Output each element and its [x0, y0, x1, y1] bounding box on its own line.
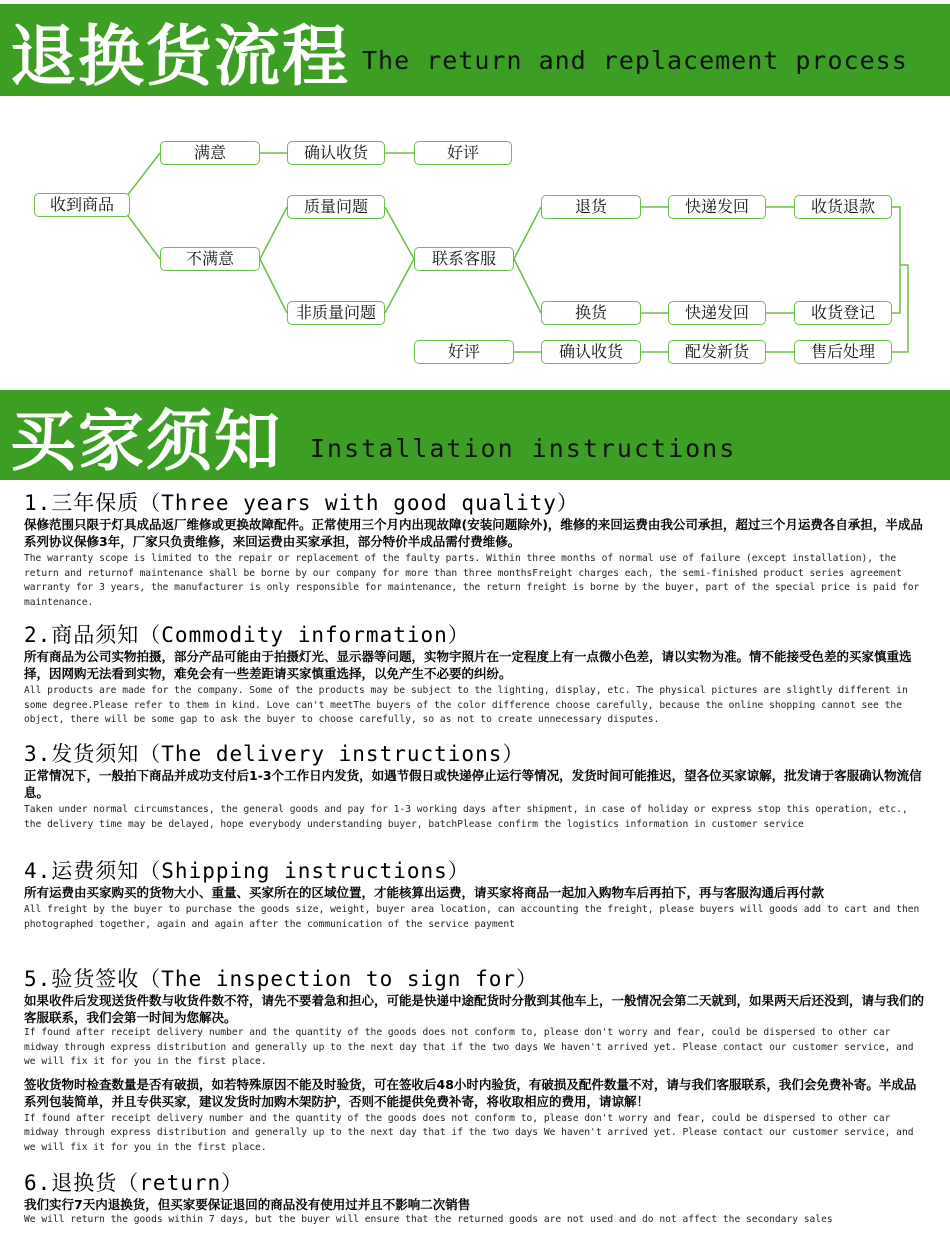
node-return: 退货: [541, 195, 641, 219]
section-text-en: All products are made for the company. Some of the products may be subject to the lighting, display, etc. The physical pictures are slightly different in some degree.Please refer to them in kind. Love can't meetThe buyers of the color difference choose carefully, because the online shopping cannot see the object, there will be some gap to ask the buyer to choose carefully, so as not to create unnecessary disputes.: [24, 685, 908, 725]
section-title: 3.发货须知（The delivery instructions）: [24, 742, 525, 766]
section-text-cn: 正常情况下，一般拍下商品并成功支付后1-3个工作日内发货，如遇节假日或快递停止运行等情况，发货时间可能推迟，望各位买家谅解，批发请于客服确认物流信息。: [24, 768, 922, 800]
node-after-sales: 售后处理: [794, 340, 892, 364]
section-title: 6.退换货（return）: [24, 1171, 244, 1195]
section-inspection: [24, 966, 924, 1155]
section-text-cn: 我们实行7天内退换货，但买家要保证退回的商品没有使用过并且不影响二次销售: [24, 1197, 471, 1212]
node-receive-register: 收货登记: [794, 301, 892, 325]
section-text-en-2: If found after receipt delivery number and the quantity of the goods does not conform to, please don't worry and fear, could be dispersed to other car midway through express distribution and generally up to the next day that if the two days We haven't arrived yet. Please contact our customer service, and we will fix it for you in the first place.: [24, 1112, 914, 1153]
section-commodity: [24, 622, 924, 728]
node-express-return-1: 快递发回: [668, 195, 766, 219]
section-text-cn: 如果收件后发现送货件数与收货件数不符，请先不要着急和担心，可能是快递中途配货时分散到其他车上，一般情况会第二天就到，如果两天后还没到，请与我们的客服联系，我们会第一时间为您解决。: [24, 993, 925, 1025]
section-text-cn: 所有商品为公司实物拍摄，部分产品可能由于拍摄灯光、显示器等问题，实物宇照片在一定程度上有一点微小色差，请以实物为准。情不能接受色差的买家慎重选择，因网购无法看到实物，难免会有一些差距请买家慎重选择，以免产生不必要的纠纷。: [24, 649, 912, 681]
section-text-en: Taken under normal circumstances, the general goods and pay for 1-3 working days after shipment, in case of holiday or express stop this operation, etc., the delivery time may be delayed, hope everybody understanding buyer, batchPlease confirm the logistics information in customer service: [24, 804, 908, 830]
section-text-cn-2: 签收货物时检查数量是否有破损，如若特殊原因不能及时验货，可在签收后48小时内验货，有破损及配件数量不对，请与我们客服联系，我们会免费补寄。半成品系列包装简单，并且专供买家，建议发货时加购木架防护，否则不能提供免费补寄，将收取相应的费用，请谅解！: [24, 1076, 917, 1109]
node-receive-refund: 收货退款: [794, 195, 892, 219]
section-text-cn: 保修范围只限于灯具成品返厂维修或更换故障配件。正常使用三个月内出现故障(安装问题除外)，维修的来回运费由我公司承担，超过三个月运费各自承担，半成品系列协议保修3年，厂家只负责维修，来回运费由买家承担，部分特价半成品需付费维修。: [24, 517, 923, 549]
node-unsatisfied: 不满意: [160, 247, 260, 271]
section-text-en: We will return the goods within 7 days, but the buyer will ensure that the returned goods are not used and do not affect the secondary sales: [24, 1214, 833, 1225]
return-process-banner: [0, 4, 950, 96]
section-title: 1.三年保质（Three years with good quality）: [24, 491, 579, 515]
node-good-review-1: 好评: [414, 141, 512, 165]
node-received: 收到商品: [34, 193, 130, 217]
section-shipping: [24, 858, 924, 932]
banner-title-cn: 买家须知: [10, 402, 282, 480]
banner-title-cn: 退换货流程: [10, 17, 350, 95]
section-title: 5.验货签收（The inspection to sign for）: [24, 967, 539, 991]
node-exchange: 换货: [541, 301, 641, 325]
node-non-quality-issue: 非质量问题: [287, 301, 385, 325]
node-express-return-2: 快递发回: [668, 301, 766, 325]
node-satisfied: 满意: [160, 141, 260, 165]
node-contact-service: 联系客服: [414, 247, 514, 271]
section-text-en: If found after receipt delivery number and the quantity of the goods does not conform to, please don't worry and fear, could be dispersed to other car midway through express distribution and generally up to the next day that if the two days We haven't arrived yet. Please contact our customer service, and we will fix it for you in the first place.: [24, 1027, 914, 1067]
section-title: 4.运费须知（Shipping instructions）: [24, 859, 470, 883]
section-text-cn: 所有运费由买家购买的货物大小、重量、买家所在的区域位置，才能核算出运费，请买家将商品一起加入购物车后再拍下，再与客服沟通后再付款: [24, 885, 825, 900]
buyer-notice-banner: [0, 390, 950, 480]
node-good-review-2: 好评: [414, 340, 514, 364]
node-confirm-receipt-2: 确认收货: [541, 340, 641, 364]
section-delivery: [24, 741, 924, 832]
banner-title-en: Installation instructions: [310, 433, 737, 463]
return-flowchart: [0, 130, 950, 370]
section-text-en: The warranty scope is limited to the repair or replacement of the faulty parts. Within three months of normal use of failure (except installation), the return and returnof maintenance shall be borne by our company for more than three monthsFreight charges each, the semi-finished product series agreement warranty for 3 years, the manufacturer is only responsible for maintenance, the return freight is borne by the buyer, part of the special price is paid for maintenance.: [24, 553, 920, 608]
banner-title-en: The return and replacement process: [362, 45, 908, 75]
node-confirm-receipt-1: 确认收货: [287, 141, 385, 165]
node-quality-issue: 质量问题: [287, 195, 385, 219]
section-warranty: [24, 490, 924, 610]
section-return: [24, 1170, 924, 1228]
node-ship-new: 配发新货: [668, 340, 766, 364]
section-text-en: All freight by the buyer to purchase the goods size, weight, buyer area location, can accounting the freight, please buyers will goods add to cart and then photographed together, again and again after the communication of the service payment: [24, 904, 920, 930]
section-title: 2.商品须知（Commodity information）: [24, 623, 470, 647]
